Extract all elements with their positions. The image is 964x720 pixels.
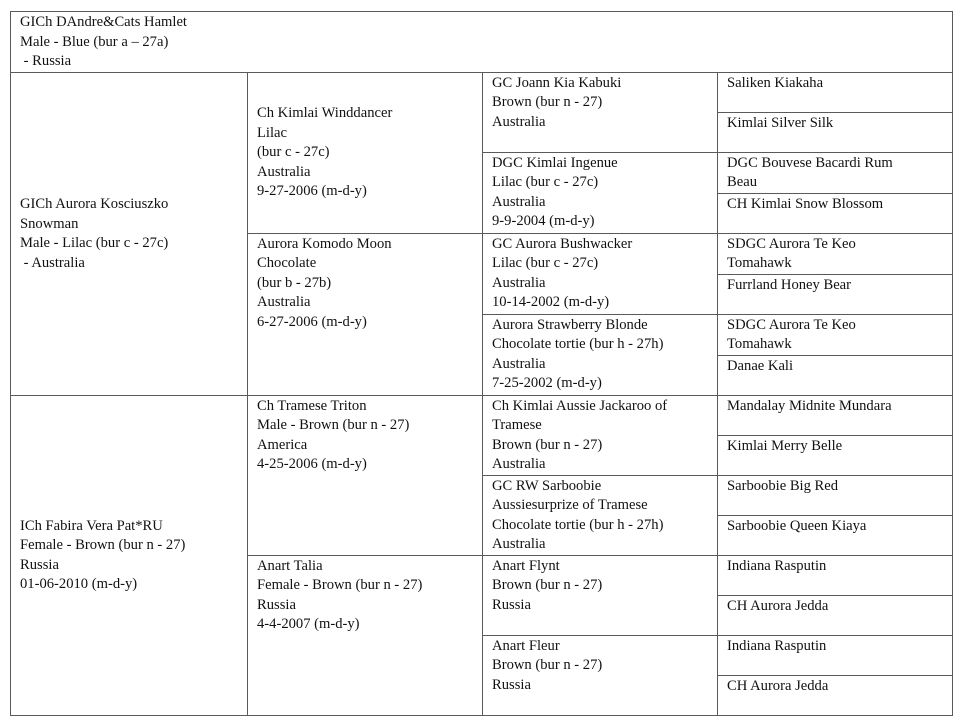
sire-sire-dam-color: Lilac (bur c - 27c) (492, 174, 599, 190)
sire-dam-sire-name: GC Aurora Bushwacker (492, 235, 633, 252)
gen4-name: Mandalay Midnite Mundara (727, 397, 892, 414)
gen4-cell (718, 274, 953, 314)
dam-sire-sex-color: Male - Brown (bur n - 27) (257, 417, 410, 433)
sire-dam-sire-country: Australia (492, 274, 546, 291)
dam-dam-sire-color: Brown (bur n - 27) (492, 577, 603, 593)
gen4-name-line1: SDGC Aurora Te Keo (727, 316, 856, 333)
pedigree-table (10, 11, 953, 716)
dam-cell (11, 395, 248, 715)
gen4-name: Kimlai Silver Silk (727, 114, 834, 131)
sire-dam-dam-dob: 7-25-2002 (m-d-y) (492, 375, 602, 391)
dam-dam-sire-cell (483, 555, 718, 635)
gen4-cell (718, 395, 953, 435)
gen4-cell (718, 435, 953, 475)
dam-sire-sire-name-line1: Ch Kimlai Aussie Jackaroo of (492, 397, 668, 414)
subject-country: - Russia (20, 53, 72, 69)
sire-dam-sire-color: Lilac (bur c - 27c) (492, 255, 599, 271)
sire-dam-cell (248, 233, 483, 395)
dam-sire-sire-color: Brown (bur n - 27) (492, 436, 603, 453)
sire-dam-country: Australia (257, 294, 311, 310)
dam-sire-dob: 4-25-2006 (m-d-y) (257, 456, 367, 472)
dam-sire-name: Ch Tramese Triton (257, 397, 367, 414)
sire-name-line1: GICh Aurora Kosciuszko (20, 196, 169, 212)
gen4-name: CH Kimlai Snow Blossom (727, 195, 884, 212)
sire-sire-dam-dob: 9-9-2004 (m-d-y) (492, 213, 595, 229)
gen4-name: Kimlai Merry Belle (727, 437, 843, 454)
subject-cat-cell (11, 12, 953, 73)
gen4-name: Sarboobie Queen Kiaya (727, 517, 867, 534)
dam-sex-color: Female - Brown (bur n - 27) (20, 537, 186, 553)
sire-dam-dob: 6-27-2006 (m-d-y) (257, 313, 367, 330)
dam-dam-sire-country: Russia (492, 596, 531, 613)
sire-sire-cell (248, 72, 483, 233)
sire-sire-country: Australia (257, 163, 311, 180)
dam-country: Russia (20, 556, 59, 573)
sire-country: - Australia (20, 254, 85, 271)
gen4-name: Saliken Kiakaha (727, 74, 824, 91)
sire-sire-dob: 9-27-2006 (m-d-y) (257, 183, 367, 200)
dam-sire-dam-name-line2: Aussiesurprize of Tramese (492, 497, 648, 513)
dam-sire-dam-cell (483, 475, 718, 555)
subject-sex-color: Male - Blue (bur a – 27a) (20, 33, 169, 50)
gen4-cell (718, 355, 953, 395)
dam-dam-sire-name: Anart Flynt (492, 557, 560, 574)
gen4-name: Furrland Honey Bear (727, 276, 852, 293)
dam-sire-sire-country: Australia (492, 456, 546, 472)
sire-dam-dam-country: Australia (492, 355, 546, 372)
dam-sire-sire-name-line2: Tramese (492, 417, 542, 433)
sire-name-line2: Snowman (20, 215, 79, 232)
gen4-cell (718, 193, 953, 233)
gen4-cell (718, 233, 953, 274)
gen4-cell (718, 675, 953, 715)
gen4-name: Danae Kali (727, 357, 794, 374)
gen4-cell (718, 152, 953, 193)
dam-dam-sex-color: Female - Brown (bur n - 27) (257, 577, 423, 593)
sire-dam-locus: (bur b - 27b) (257, 274, 332, 291)
gen4-cell (718, 595, 953, 635)
sire-sire-color: Lilac (257, 124, 287, 141)
gen4-name-line2: Beau (727, 174, 757, 190)
sire-dam-dam-name: Aurora Strawberry Blonde (492, 316, 648, 333)
sire-sire-sire-cell (483, 72, 718, 152)
sire-dam-dam-color: Chocolate tortie (bur h - 27h) (492, 336, 664, 352)
gen4-name-line1: DGC Bouvese Bacardi Rum (727, 154, 893, 171)
sire-dam-name: Aurora Komodo Moon (257, 235, 392, 252)
sire-dam-sire-dob: 10-14-2002 (m-d-y) (492, 294, 610, 310)
dam-dam-dam-cell (483, 635, 718, 715)
dam-dam-name: Anart Talia (257, 557, 323, 574)
sire-sire-sire-country: Australia (492, 113, 546, 130)
sire-sire-sire-color: Brown (bur n - 27) (492, 94, 603, 110)
dam-dam-dam-name: Anart Fleur (492, 637, 560, 654)
dam-dam-cell (248, 555, 483, 715)
gen4-cell (718, 112, 953, 152)
sire-sire-sire-name: GC Joann Kia Kabuki (492, 74, 622, 91)
dam-dob: 01-06-2010 (m-d-y) (20, 576, 138, 592)
dam-sire-country: America (257, 436, 308, 453)
sire-dam-sire-cell (483, 233, 718, 314)
dam-sire-dam-name-line1: GC RW Sarboobie (492, 477, 602, 494)
dam-dam-dam-color: Brown (bur n - 27) (492, 657, 603, 673)
gen4-name-line2: Tomahawk (727, 255, 792, 271)
gen4-cell (718, 555, 953, 595)
gen4-name: CH Aurora Jedda (727, 677, 829, 694)
sire-sex-color: Male - Lilac (bur c - 27c) (20, 235, 169, 251)
dam-sire-cell (248, 395, 483, 555)
sire-sire-name: Ch Kimlai Winddancer (257, 105, 393, 122)
gen4-name: CH Aurora Jedda (727, 597, 829, 614)
gen4-name: Sarboobie Big Red (727, 477, 839, 494)
dam-sire-dam-country: Australia (492, 536, 546, 552)
gen4-name-line2: Tomahawk (727, 336, 792, 352)
sire-dam-dam-cell (483, 314, 718, 395)
sire-sire-dam-country: Australia (492, 193, 546, 210)
gen4-cell (718, 314, 953, 355)
dam-name: ICh Fabira Vera Pat*RU (20, 517, 163, 534)
sire-sire-dam-name: DGC Kimlai Ingenue (492, 154, 618, 171)
gen4-cell (718, 475, 953, 515)
dam-dam-dob: 4-4-2007 (m-d-y) (257, 616, 360, 632)
gen4-name-line1: SDGC Aurora Te Keo (727, 235, 856, 252)
gen4-cell (718, 515, 953, 555)
gen4-name: Indiana Rasputin (727, 557, 827, 574)
sire-dam-color: Chocolate (257, 255, 317, 271)
sire-sire-dam-cell (483, 152, 718, 233)
dam-sire-dam-color: Chocolate tortie (bur h - 27h) (492, 516, 664, 533)
dam-dam-country: Russia (257, 596, 296, 613)
sire-sire-locus: (bur c - 27c) (257, 144, 330, 161)
dam-dam-dam-country: Russia (492, 676, 531, 693)
sire-cell (11, 72, 248, 395)
gen4-cell (718, 72, 953, 112)
dam-sire-sire-cell (483, 395, 718, 475)
gen4-name: Indiana Rasputin (727, 637, 827, 654)
gen4-cell (718, 635, 953, 675)
subject-name: GICh DAndre&Cats Hamlet (20, 14, 187, 30)
